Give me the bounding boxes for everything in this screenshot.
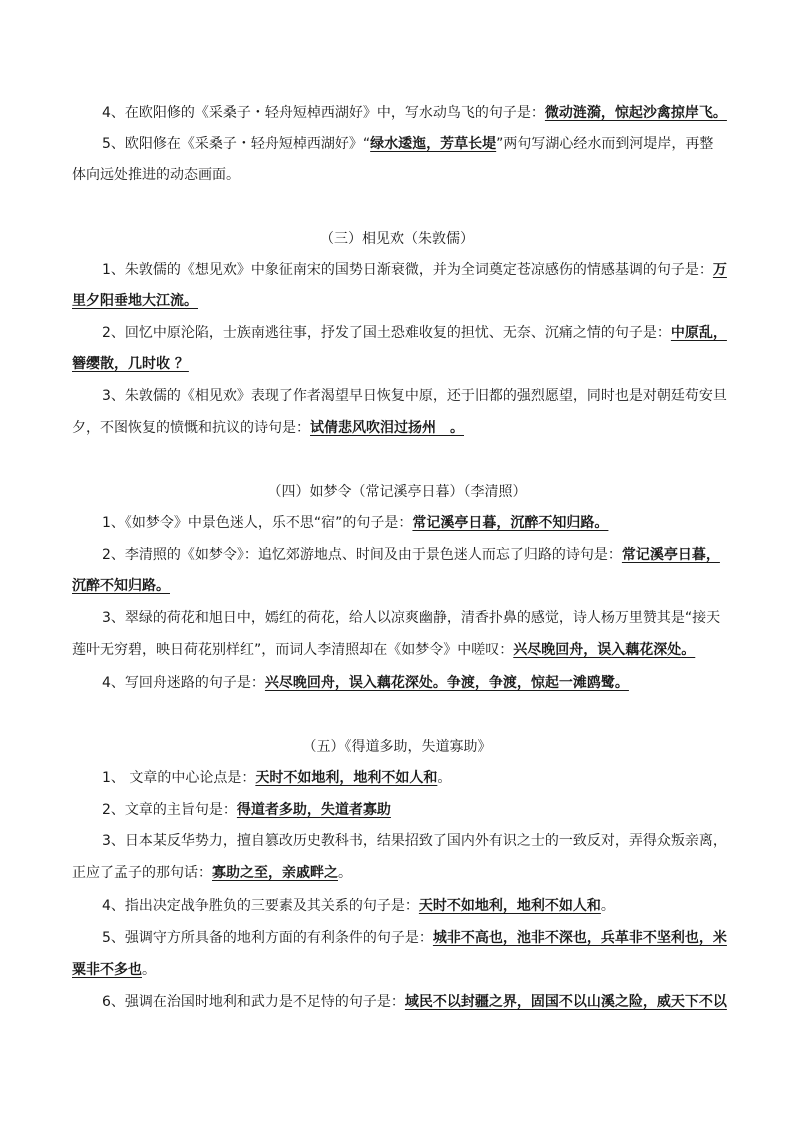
s4-q4-line <box>102 673 722 693</box>
s3-q1-cont-line <box>72 291 722 311</box>
question-text: 1、朱敦儒的《想见欢》中象征南宋的国势日渐衰微，并为全词奠定苍凉感伤的情感基调的句子是： <box>102 262 713 278</box>
question-text: 3、朱敦儒的《相见欢》表现了作者渴望早日恢复中原，还于旧都的强烈愿望，同时也是对朝廷苟安旦 <box>102 388 727 404</box>
s4-q2-cont-line <box>72 576 722 596</box>
question-text: 体向远处推进的动态画面。 <box>72 167 240 183</box>
answer-text: 粟非不多也 <box>72 962 142 978</box>
question-text: 。 <box>142 962 156 978</box>
answer-text: 试倩悲风吹泪过扬州 。 <box>310 420 464 436</box>
s2-q5-cont-line <box>72 165 722 185</box>
answer-text: 得道者多助，失道者寡助 <box>236 802 391 818</box>
question-text: 1、《如梦令》中景色迷人，乐不思“宿”的句子是： <box>102 515 413 531</box>
section-title-3: （三）相见欢（朱敦儒） <box>320 231 474 247</box>
section-title-5: （五）《得道多助，失道寡助》 <box>302 739 492 755</box>
s3-q3-cont-line <box>72 418 722 438</box>
section-title-4: （四）如梦令（常记溪亭日暮）（李清照） <box>267 484 527 500</box>
s4-q1-line <box>102 513 722 533</box>
answer-text: 常记溪亭日暮，沉醉不知归路。 <box>412 515 609 531</box>
question-text: ”两句写湖心经水而到河堤岸，再整 <box>496 136 714 152</box>
answer-text: 天时不如地利，地利不如人和 <box>255 770 438 786</box>
question-text: 2、回忆中原沦陷，士族南逃往事，抒发了国土恐难收复的担忧、无奈、沉痛之情的句子是： <box>102 325 671 341</box>
answer-text: 绿水逶迤，芳草长堤 <box>370 136 497 152</box>
question-text: 2、李清照的《如梦令》：追忆郊游地点、时间及由于景色迷人而忘了归路的诗句是： <box>102 547 622 563</box>
question-text: 4、写回舟迷路的句子是： <box>102 675 265 691</box>
s5-q5-cont-line <box>72 960 722 980</box>
question-text: 夕，不图恢复的愤慨和抗议的诗句是： <box>72 420 310 436</box>
question-text: 1、 文章的中心论点是： <box>102 770 256 786</box>
question-text: 2、文章的主旨句是： <box>102 802 237 818</box>
question-text: 。 <box>437 770 452 786</box>
s4-q3-cont-line <box>72 640 722 660</box>
s4-q3-line <box>102 608 722 628</box>
s5-q3-cont-line <box>72 863 722 883</box>
question-text: 5、强调守方所具备的地利方面的有利条件的句子是： <box>102 930 433 946</box>
answer-text: 万 <box>712 262 727 278</box>
answer-text: 簪缨散，几时收 ？ <box>72 356 189 372</box>
s5-q1-line <box>102 768 722 788</box>
answer-text: 微动涟漪，惊起沙禽掠岸飞。 <box>544 105 727 121</box>
answer-text: 兴尽晚回舟，误入藕花深处。 <box>513 642 696 658</box>
answer-text: 城非不高也，池非不深也，兵革非不坚利也，米 <box>432 930 727 946</box>
question-text: 4、指出决定战争胜负的三要素及其关系的句子是： <box>102 898 419 914</box>
question-text: 3、日本某反华势力，擅自篡改历史教科书，结果招致了国内外有识之士的一致反对，弄得众叛亲离， <box>102 833 727 849</box>
answer-text: 常记溪亭日暮， <box>621 547 720 563</box>
answer-text: 沉醉不知归路。 <box>72 578 170 594</box>
answer-text: 中原乱， <box>670 325 727 341</box>
question-text: 正应了孟子的那句话： <box>72 865 212 881</box>
s3-q1-line <box>102 260 727 280</box>
question-text: 莲叶无穷碧，映日荷花别样红”，而词人李清照却在《如梦令》中嗟叹： <box>72 642 514 658</box>
question-text: 6、强调在治国时地利和武力是不足恃的句子是： <box>102 994 405 1010</box>
answer-text: 域民不以封疆之界，固国不以山溪之险，威天下不以 <box>404 994 727 1010</box>
answer-text: 兴尽晚回舟，误入藕花深处。争渡，争渡，惊起一滩鸥鹭。 <box>264 675 629 691</box>
question-text: 。 <box>600 898 615 914</box>
question-text: 5、欧阳修在《采桑子・轻舟短棹西湖好》“ <box>102 136 371 152</box>
answer-text: 天时不如地利，地利不如人和 <box>418 898 601 914</box>
s5-q6-line <box>102 992 727 1012</box>
question-text: 3、翠绿的荷花和旭日中，嫣红的荷花，给人以凉爽幽静，清香扑鼻的感觉，诗人杨万里赞其是“接天 <box>102 610 721 626</box>
s3-q2-line <box>102 323 727 343</box>
s4-q2-line <box>102 545 722 565</box>
s3-q3-line <box>102 386 727 406</box>
s5-q4-line <box>102 896 722 916</box>
answer-text: 寡助之至，亲戚畔之 <box>212 865 338 881</box>
question-text: 。 <box>338 865 352 881</box>
s2-q4-line <box>102 103 727 123</box>
s5-q2-line <box>102 800 722 820</box>
s3-q2-cont-line <box>72 354 722 374</box>
s5-q3-line <box>102 831 727 851</box>
question-text: 4、在欧阳修的《采桑子・轻舟短棹西湖好》中，写水动鸟飞的句子是： <box>102 105 545 121</box>
answer-text: 里夕阳垂地大江流。 <box>72 293 198 309</box>
s5-q5-line <box>102 928 727 948</box>
s2-q5-line <box>102 134 722 154</box>
